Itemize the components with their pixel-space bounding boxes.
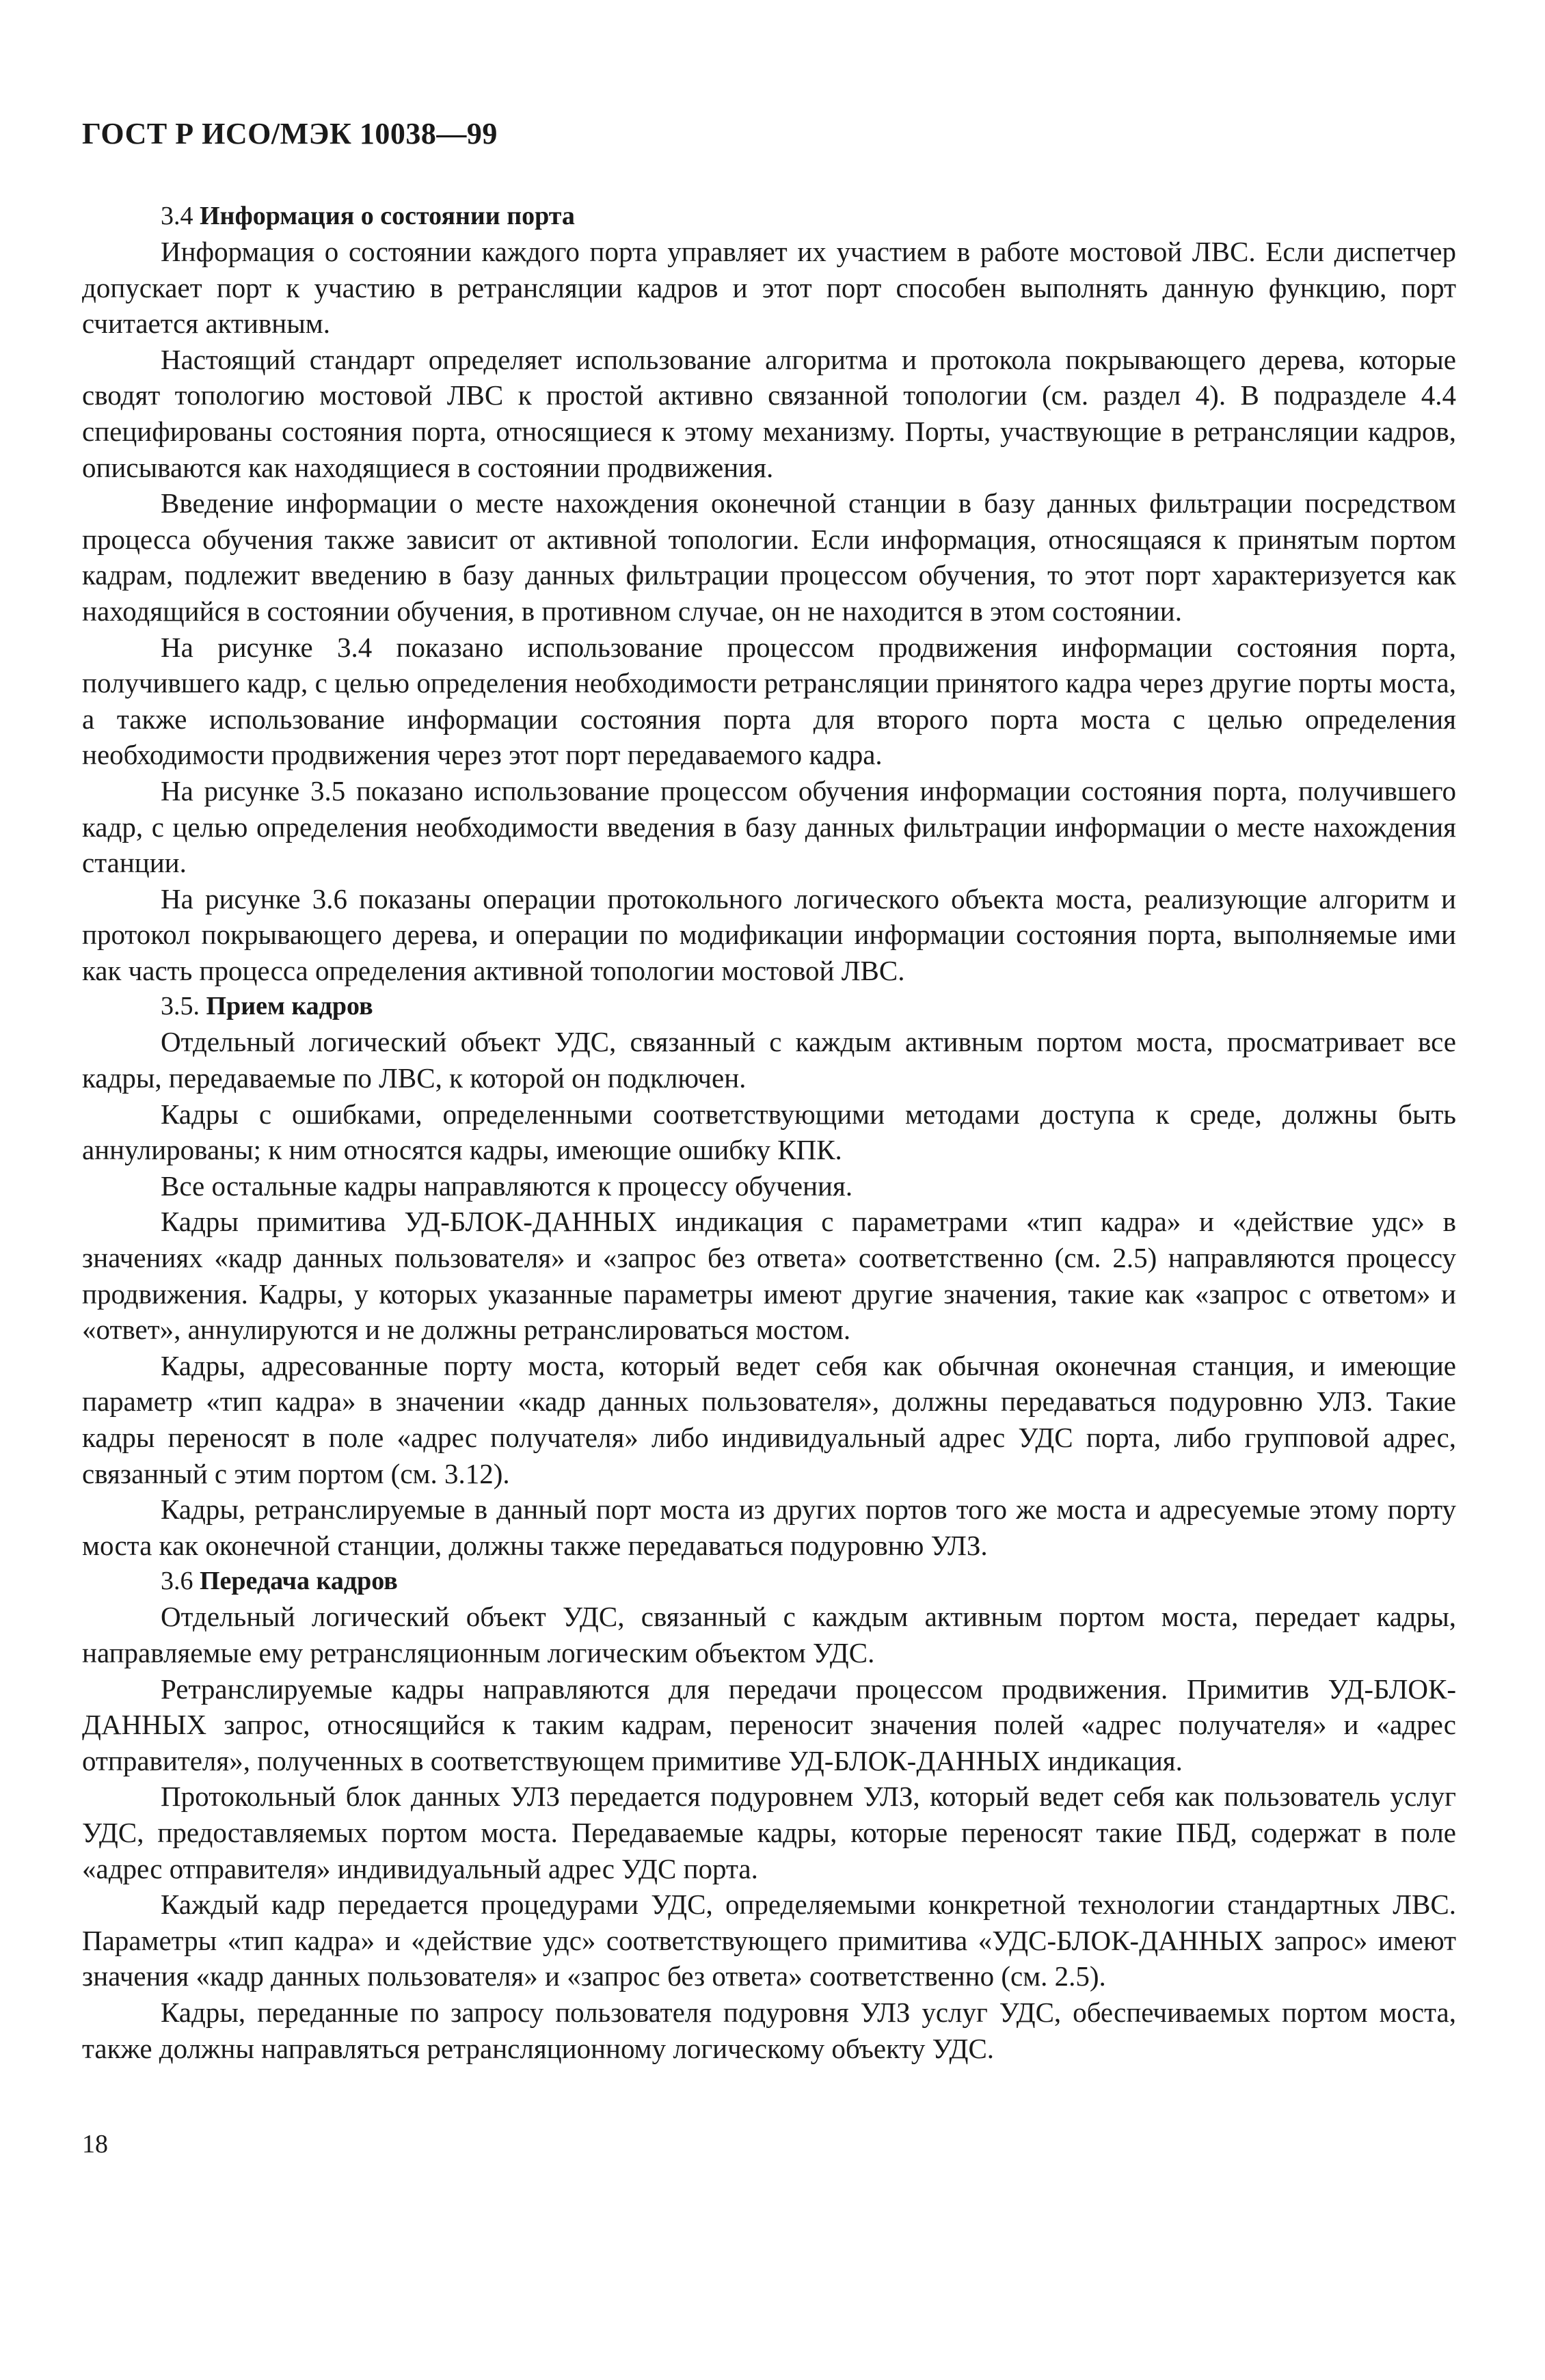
paragraph: Кадры, ретранслируемые в данный порт моста из других портов того же моста и адресуемые этому порту моста как оконечной станции, должны также передаваться подуровню УЛЗ. [82,1493,1456,1561]
paragraph: На рисунке 3.6 показаны операции протокольного логического объекта моста, реализующие алгоритм и протокол покрывающего дерева, и операции по модификации информации состояния порта, выполняемые ими как часть процесса определения активной топологии мостовой ЛВС. [82,882,1456,986]
paragraph: Введение информации о месте нахождения оконечной станции в базу данных фильтрации посредством процесса обучения также зависит от активной топологии. Если информация, относящаяся к принятым портом кадрам, подлежит введению в базу данных фильтрации процессом обучения, то этот порт характеризуется как находящийся в состоянии обучения, в противном случае, он не находится в этом состоянии. [82,487,1456,627]
paragraph: Протокольный блок данных УЛЗ передается подуровнем УЛЗ, который ведет себя как пользователь услуг УДС, предоставляемых портом моста. Передаваемые кадры, которые переносят такие ПБД, содержат в поле «адрес отправителя» индивидуальный адрес УДС порта. [82,1781,1456,1884]
document-body [82,198,1456,2066]
section-title: Прием кадров [206,992,373,1021]
page-number: 18 [82,2130,108,2159]
paragraph: На рисунке 3.4 показано использование процессом продвижения информации состояния порта, получившего кадр, с целью определения необходимости ретрансляции принятого кадра через другие порты моста, а также использование информации состояния порта для второго порта моста с целью определения необходимости продвижения через этот порт передаваемого кадра. [82,631,1456,771]
section-3-5 [82,988,1456,1563]
document-header: ГОСТ Р ИСО/МЭК 10038—99 [82,117,498,150]
paragraph: Отдельный логический объект УДС, связанный с каждым активным портом моста, передает кадры, направляемые ему ретрансляционным логическим объектом УДС. [82,1601,1456,1668]
paragraph: Каждый кадр передается процедурами УДС, определяемыми конкретной технологии стандартных ЛВС. Параметры «тип кадра» и «действие удс» соответствующего примитива «УДС-БЛОК-ДАННЫХ запрос» имеют значения «кадр данных пользователя» и «запрос без ответа» соответственно (см. 2.5). [82,1889,1456,1992]
section-3-6 [82,1563,1456,2066]
paragraph: Настоящий стандарт определяет использование алгоритма и протокола покрывающего дерева, которые сводят топологию мостовой ЛВС к простой активно связанной топологии (см. раздел 4). В подразделе 4.4 специфированы состояния порта, относящиеся к этому механизму. Порты, участвующие в ретрансляции кадров, описываются как находящиеся в состоянии продвижения. [82,343,1456,483]
section-heading [82,988,1456,1024]
section-number: 3.6 [161,1567,193,1596]
section-title: Информация о состоянии порта [200,202,575,230]
section-heading [82,1563,1456,1599]
paragraph: Кадры, адресованные порту моста, который ведет себя как обычная оконечная станция, и имеющие параметр «тип кадра» в значении «кадр данных пользователя», должны передаваться подуровню УЛЗ. Такие кадры переносят в поле «адрес получателя» либо индивидуальный адрес УДС порта, либо групповой адрес, связанный с этим портом (см. 3.12). [82,1349,1456,1489]
section-title: Передача кадров [200,1567,398,1596]
section-number: 3.4 [161,202,193,230]
paragraph: Отдельный логический объект УДС, связанный с каждым активным портом моста, просматривает все кадры, передаваемые по ЛВС, к которой он подключен. [82,1026,1456,1094]
paragraph: Ретранслируемые кадры направляются для передачи процессом продвижения. Примитив УД-БЛОК-ДАННЫХ запрос, относящийся к таким кадрам, переносит значения полей «адрес получателя» и «адрес отправителя», полученных в соответствующем примитиве УД-БЛОК-ДАННЫХ индикация. [82,1673,1456,1776]
paragraph: Все остальные кадры направляются к процессу обучения. [161,1169,853,1202]
section-number: 3.5. [161,992,200,1021]
paragraph: На рисунке 3.5 показано использование процессом обучения информации состояния порта, получившего кадр, с целью определения необходимости введения в базу данных фильтрации информации о месте нахождения станции. [82,774,1456,879]
paragraph: Кадры примитива УД-БЛОК-ДАННЫХ индикация с параметрами «тип кадра» и «действие удс» в значениях «кадр данных пользователя» и «запрос без ответа» соответственно (см. 2.5) направляются процессу продвижения. Кадры, у которых указанные параметры имеют другие значения, такие как «запрос с ответом» и «ответ», аннулируются и не должны ретранслироваться мостом. [82,1206,1456,1346]
section-3-4 [82,198,1456,988]
section-heading [82,198,1456,234]
paragraph: Кадры с ошибками, определенными соответствующими методами доступа к среде, должны быть аннулированы; к ним относятся кадры, имеющие ошибку КПК. [82,1098,1456,1166]
paragraph: Кадры, переданные по запросу пользователя подуровня УЛЗ услуг УДС, обеспечиваемых портом моста, также должны направляться ретрансляционному логическому объекту УДС. [82,1996,1456,2064]
paragraph: Информация о состоянии каждого порта управляет их участием в работе мостовой ЛВС. Если диспетчер допускает порт к участию в ретрансляции кадров и этот порт способен выполнять данную функцию, порт считается активным. [82,236,1456,340]
